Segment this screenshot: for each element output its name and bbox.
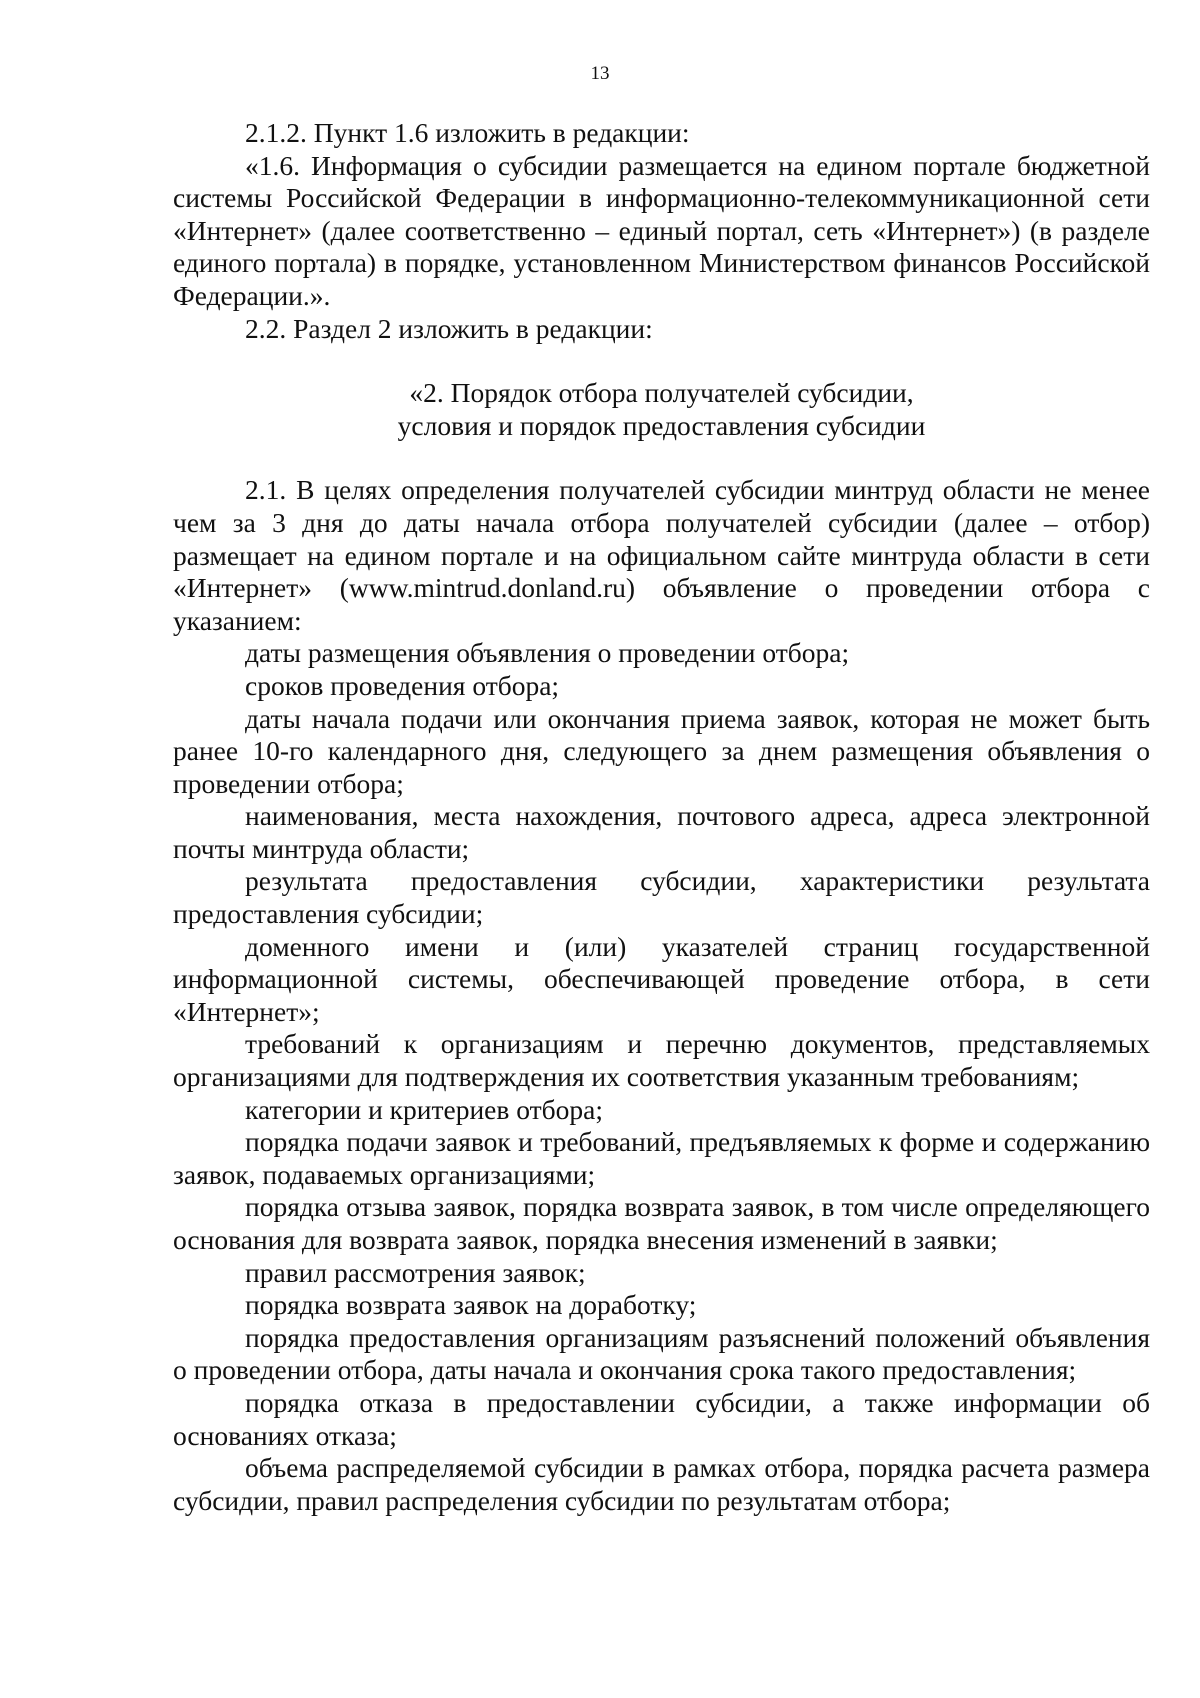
list-item: объема распределяемой субсидии в рамках отбора, порядка расчета размера субсидии, правил распределения субсидии по результатам отбора;: [173, 1452, 1150, 1516]
document-body: [173, 117, 1150, 1517]
section-heading-line-2: условия и порядок предоставления субсидии: [397, 409, 926, 441]
list-item: даты размещения объявления о проведении отбора;: [245, 637, 850, 669]
paragraph: 2.1.2. Пункт 1.6 изложить в редакции:: [245, 117, 690, 148]
list-item: порядка отзыва заявок, порядка возврата заявок, в том числе определяющего основания для возврата заявок, порядка внесения изменений в заявки;: [173, 1191, 1150, 1255]
paragraph: 2.1. В целях определения получателей субсидии минтруд области не менее чем за 3 дня до даты начала отбора получателей субсидии (далее – отбор) размещает на едином портале и на официальном сайте минтруда области в сети «Интернет» (www.mintrud.donland.ru) объявление о проведении отбора с указанием:: [173, 474, 1150, 636]
section-heading: [173, 377, 1150, 442]
list-item: порядка возврата заявок на доработку;: [245, 1289, 697, 1321]
page-number: 13: [590, 63, 610, 84]
list-item: доменного имени и (или) указателей страниц государственной информационной системы, обеспечивающей проведение отбора, в сети «Интернет»;: [173, 930, 1150, 1027]
list-item: правил рассмотрения заявок;: [245, 1256, 586, 1288]
list-item: требований к организациям и перечню документов, представляемых организациями для подтверждения их соответствия указанным требованиям;: [173, 1028, 1150, 1093]
list-item: порядка предоставления организациям разъяснений положений объявления о проведении отбора, даты начала и окончания срока такого предоставления;: [173, 1321, 1150, 1386]
paragraph: «1.6. Информация о субсидии размещается на едином портале бюджетной системы Российской Федерации в информационно-телекоммуникационной сети «Интернет» (далее соответственно – единый портал, сеть «Интернет») (в разделе единого портала) в порядке, установленном Министерством финансов Российской Федерации.».: [173, 149, 1150, 311]
list-item: порядка отказа в предоставлении субсидии, а также информации об основаниях отказа;: [173, 1386, 1150, 1451]
list-item: сроков проведения отбора;: [245, 669, 560, 701]
list-item: даты начала подачи или окончания приема заявок, которая не может быть ранее 10-го календарного дня, следующего за днем размещения объявления о проведении отбора;: [173, 702, 1150, 799]
list-item: наименования, места нахождения, почтового адреса, адреса электронной почты минтруда области;: [173, 800, 1150, 864]
list-item: категории и критериев отбора;: [245, 1093, 603, 1125]
section-heading-line-1: «2. Порядок отбора получателей субсидии,: [409, 377, 914, 409]
paragraph: 2.2. Раздел 2 изложить в редакции:: [245, 312, 653, 344]
list-item: результата предоставления субсидии, характеристики результата предоставления субсидии;: [173, 865, 1150, 930]
list-item: порядка подачи заявок и требований, предъявляемых к форме и содержанию заявок, подаваемых организациями;: [173, 1126, 1150, 1190]
